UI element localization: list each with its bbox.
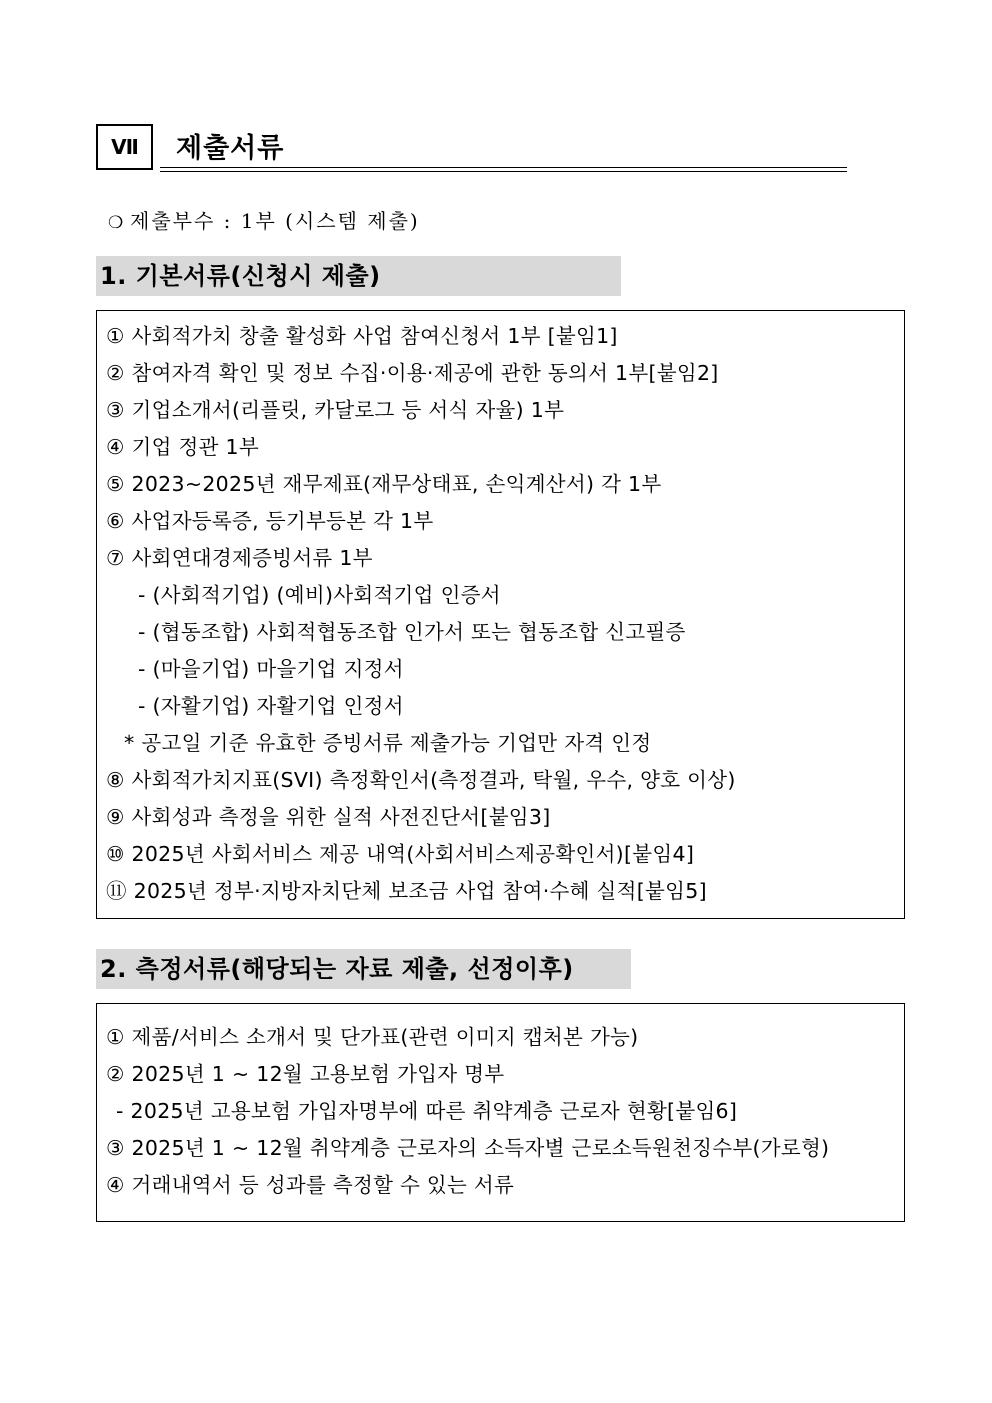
section2-item-4: ④ 거래내역서 등 성과를 측정할 수 있는 서류: [106, 1173, 515, 1197]
submit-note: [108, 205, 420, 234]
section2-item-3: ③ 2025년 1 ~ 12월 취약계층 근로자의 소득자별 근로소득원천징수부(가로형): [106, 1136, 830, 1160]
section1-item-4: ④ 기업 정관 1부: [106, 435, 259, 459]
chapter-underline: [160, 167, 847, 168]
section1-item-6: ⑥ 사업자등록증, 등기부등본 각 1부: [106, 509, 434, 533]
section1-item-11: ⑪ 2025년 정부·지방자치단체 보조금 사업 참여·수혜 실적[붙임5]: [106, 879, 707, 903]
section1-item-3: ③ 기업소개서(리플릿, 카달로그 등 서식 자율) 1부: [106, 398, 565, 422]
section1-item-5: ⑤ 2023~2025년 재무제표(재무상태표, 손익계산서) 각 1부: [106, 472, 662, 496]
section1-item-1: ① 사회적가치 창출 활성화 사업 참여신청서 1부 [붙임1]: [106, 324, 618, 348]
section1-subitem-1: - (사회적기업) (예비)사회적기업 인증서: [138, 583, 501, 607]
section2-subitem-1: - 2025년 고용보험 가입자명부에 따른 취약계층 근로자 현황[붙임6]: [116, 1099, 738, 1123]
section1-item-9: ⑨ 사회성과 측정을 위한 실적 사전진단서[붙임3]: [106, 805, 551, 829]
section2-heading: 2. 측정서류(해당되는 자료 제출, 선정이후): [96, 949, 631, 989]
section2-item-1: ① 제품/서비스 소개서 및 단가표(관련 이미지 캡처본 가능): [106, 1025, 639, 1049]
section1-subitem-4: - (자활기업) 자활기업 인정서: [138, 694, 404, 718]
chapter-number-box: [96, 124, 153, 170]
section1-item-10: ⑩ 2025년 사회서비스 제공 내역(사회서비스제공확인서)[붙임4]: [106, 842, 695, 866]
section1-item-2: ② 참여자격 확인 및 정보 수집·이용·제공에 관한 동의서 1부[붙임2]: [106, 361, 719, 385]
section1-item-8: ⑧ 사회적가치지표(SVI) 측정확인서(측정결과, 탁월, 우수, 양호 이상): [106, 768, 736, 792]
section1-heading: 1. 기본서류(신청시 제출): [96, 256, 621, 296]
submit-note-text: 제출부수 : 1부 (시스템 제출): [130, 209, 420, 233]
section1-subitem-2: - (협동조합) 사회적협동조합 인가서 또는 협동조합 신고필증: [138, 620, 686, 644]
section1-note: * 공고일 기준 유효한 증빙서류 제출가능 기업만 자격 인정: [124, 731, 652, 755]
chapter-number: Ⅶ: [111, 135, 138, 159]
section1-item-7: ⑦ 사회연대경제증빙서류 1부: [106, 546, 373, 570]
chapter-title: 제출서류: [176, 133, 285, 164]
chapter-underline-double: [160, 171, 847, 172]
circle-bullet-icon: ❍: [108, 213, 126, 233]
section2-item-2: ② 2025년 1 ~ 12월 고용보험 가입자 명부: [106, 1062, 505, 1086]
section1-subitem-3: - (마을기업) 마을기업 지정서: [138, 657, 404, 681]
